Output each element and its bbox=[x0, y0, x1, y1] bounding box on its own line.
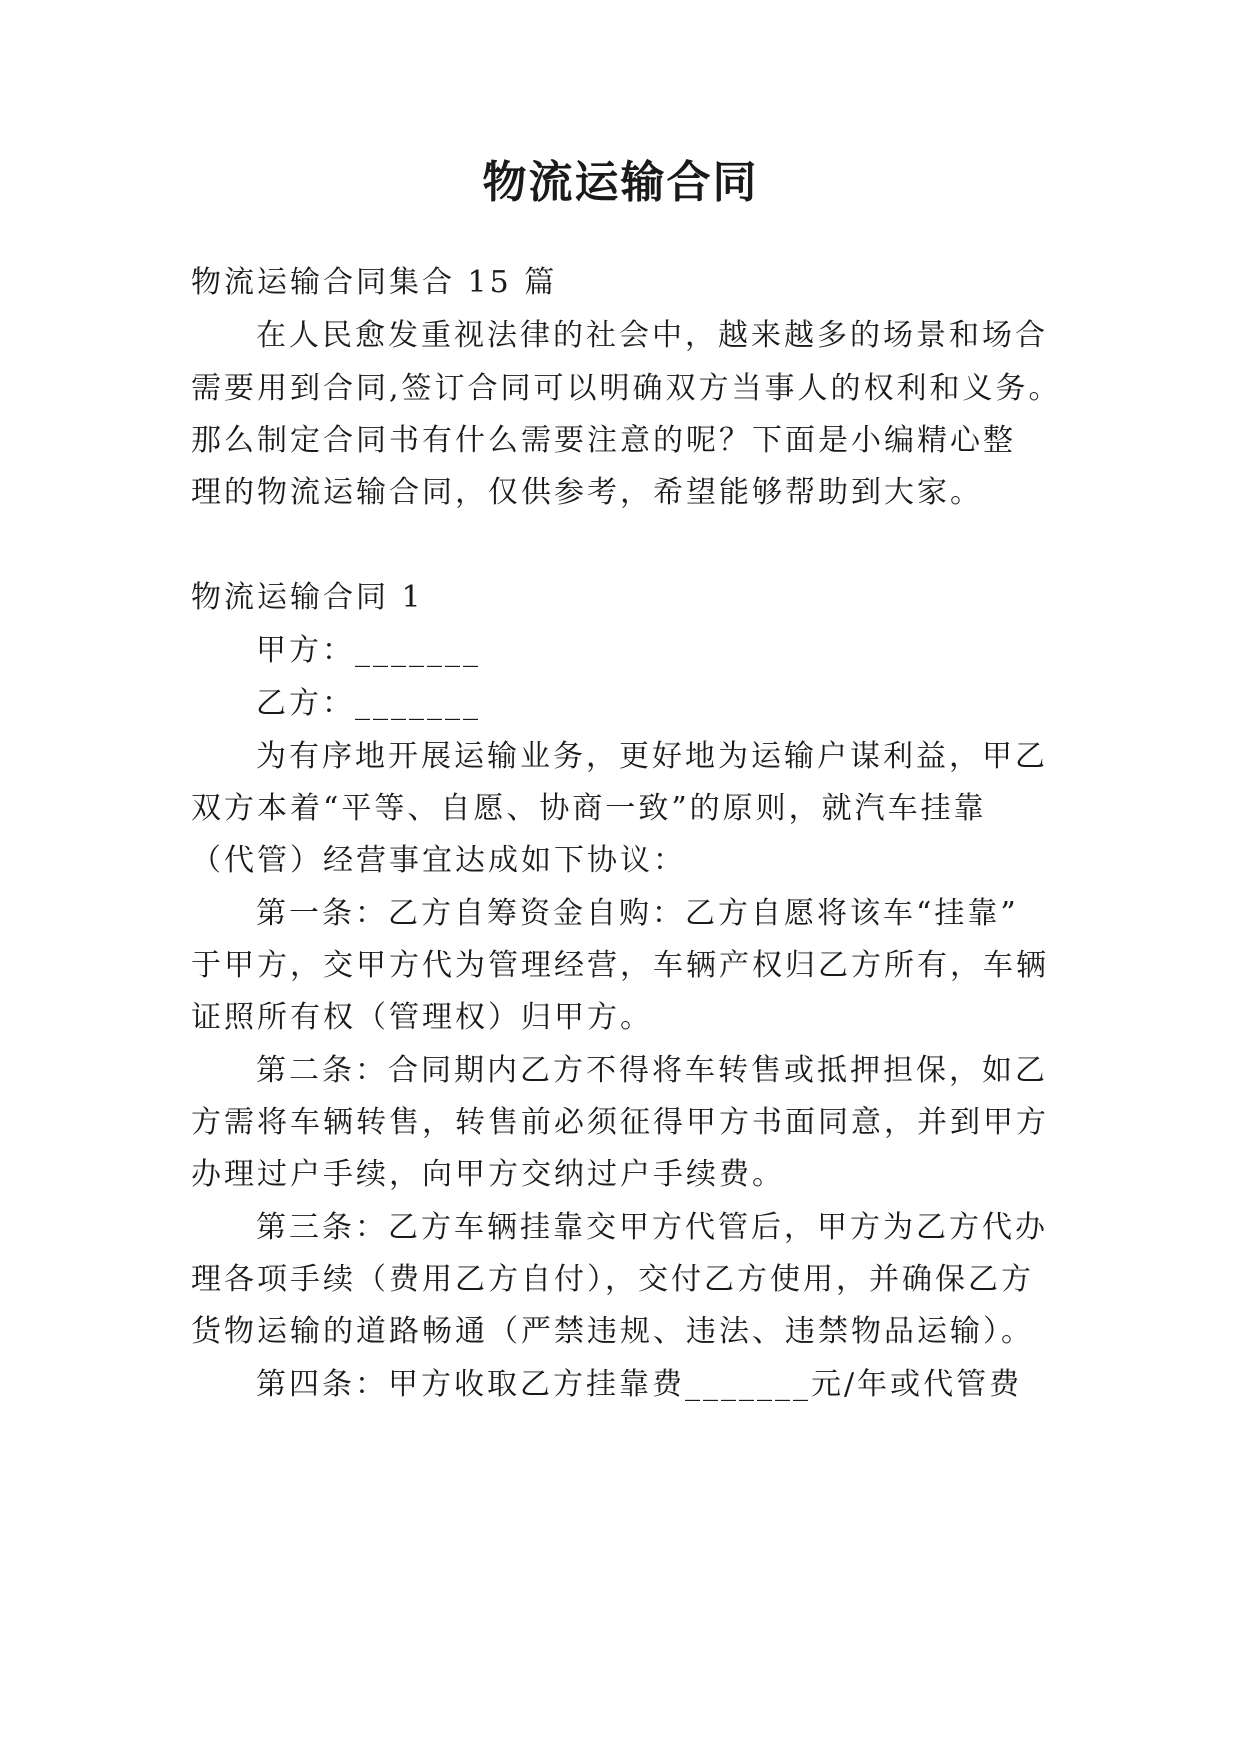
article-2-line-2: 方需将车辆转售，转售前必须征得甲方书面同意，并到甲方 bbox=[191, 1105, 1049, 1140]
article-2-line-3: 办理过户手续，向甲方交纳过户手续费。 bbox=[191, 1157, 785, 1192]
article-2-line-1: 第二条：合同期内乙方不得将车转售或抵押担保，如乙 bbox=[256, 1053, 1048, 1088]
article-3-line-2: 理各项手续（费用乙方自付），交付乙方使用，并确保乙方 bbox=[191, 1262, 1034, 1297]
intro-line-4: 理的物流运输合同，仅供参考，希望能够帮助到大家。 bbox=[191, 475, 983, 510]
article-1-line-1: 第一条：乙方自筹资金自购：乙方自愿将该车“挂靠” bbox=[256, 896, 1019, 931]
collection-heading: 物流运输合同集合 15 篇 bbox=[191, 265, 558, 300]
preamble-line-2: 双方本着“平等、自愿、协商一致”的原则，就汽车挂靠 bbox=[191, 791, 987, 826]
party-a-line: 甲方：_______ bbox=[256, 633, 481, 668]
intro-line-3: 那么制定合同书有什么需要注意的呢？下面是小编精心整 bbox=[191, 423, 1016, 458]
article-3-line-1: 第三条：乙方车辆挂靠交甲方代管后，甲方为乙方代办 bbox=[256, 1210, 1048, 1245]
party-b-line: 乙方：_______ bbox=[256, 686, 481, 721]
document-title: 物流运输合同 bbox=[482, 157, 759, 208]
contract-heading: 物流运输合同 1 bbox=[191, 580, 424, 615]
intro-line-1: 在人民愈发重视法律的社会中，越来越多的场景和场合 bbox=[256, 318, 1048, 353]
preamble-line-3: （代管）经营事宜达成如下协议： bbox=[191, 843, 686, 878]
intro-line-2: 需要用到合同,签订合同可以明确双方当事人的权利和义务。 bbox=[191, 371, 1062, 406]
article-3-line-3: 货物运输的道路畅通（严禁违规、违法、违禁物品运输）。 bbox=[191, 1314, 1034, 1349]
article-1-line-3: 证照所有权（管理权）归甲方。 bbox=[191, 1000, 653, 1035]
preamble-line-1: 为有序地开展运输业务，更好地为运输户谋利益，甲乙 bbox=[256, 739, 1048, 774]
article-1-line-2: 于甲方，交甲方代为管理经营，车辆产权归乙方所有，车辆 bbox=[191, 948, 1049, 983]
article-4-line-1: 第四条：甲方收取乙方挂靠费_______元/年或代管费 bbox=[256, 1367, 1023, 1402]
